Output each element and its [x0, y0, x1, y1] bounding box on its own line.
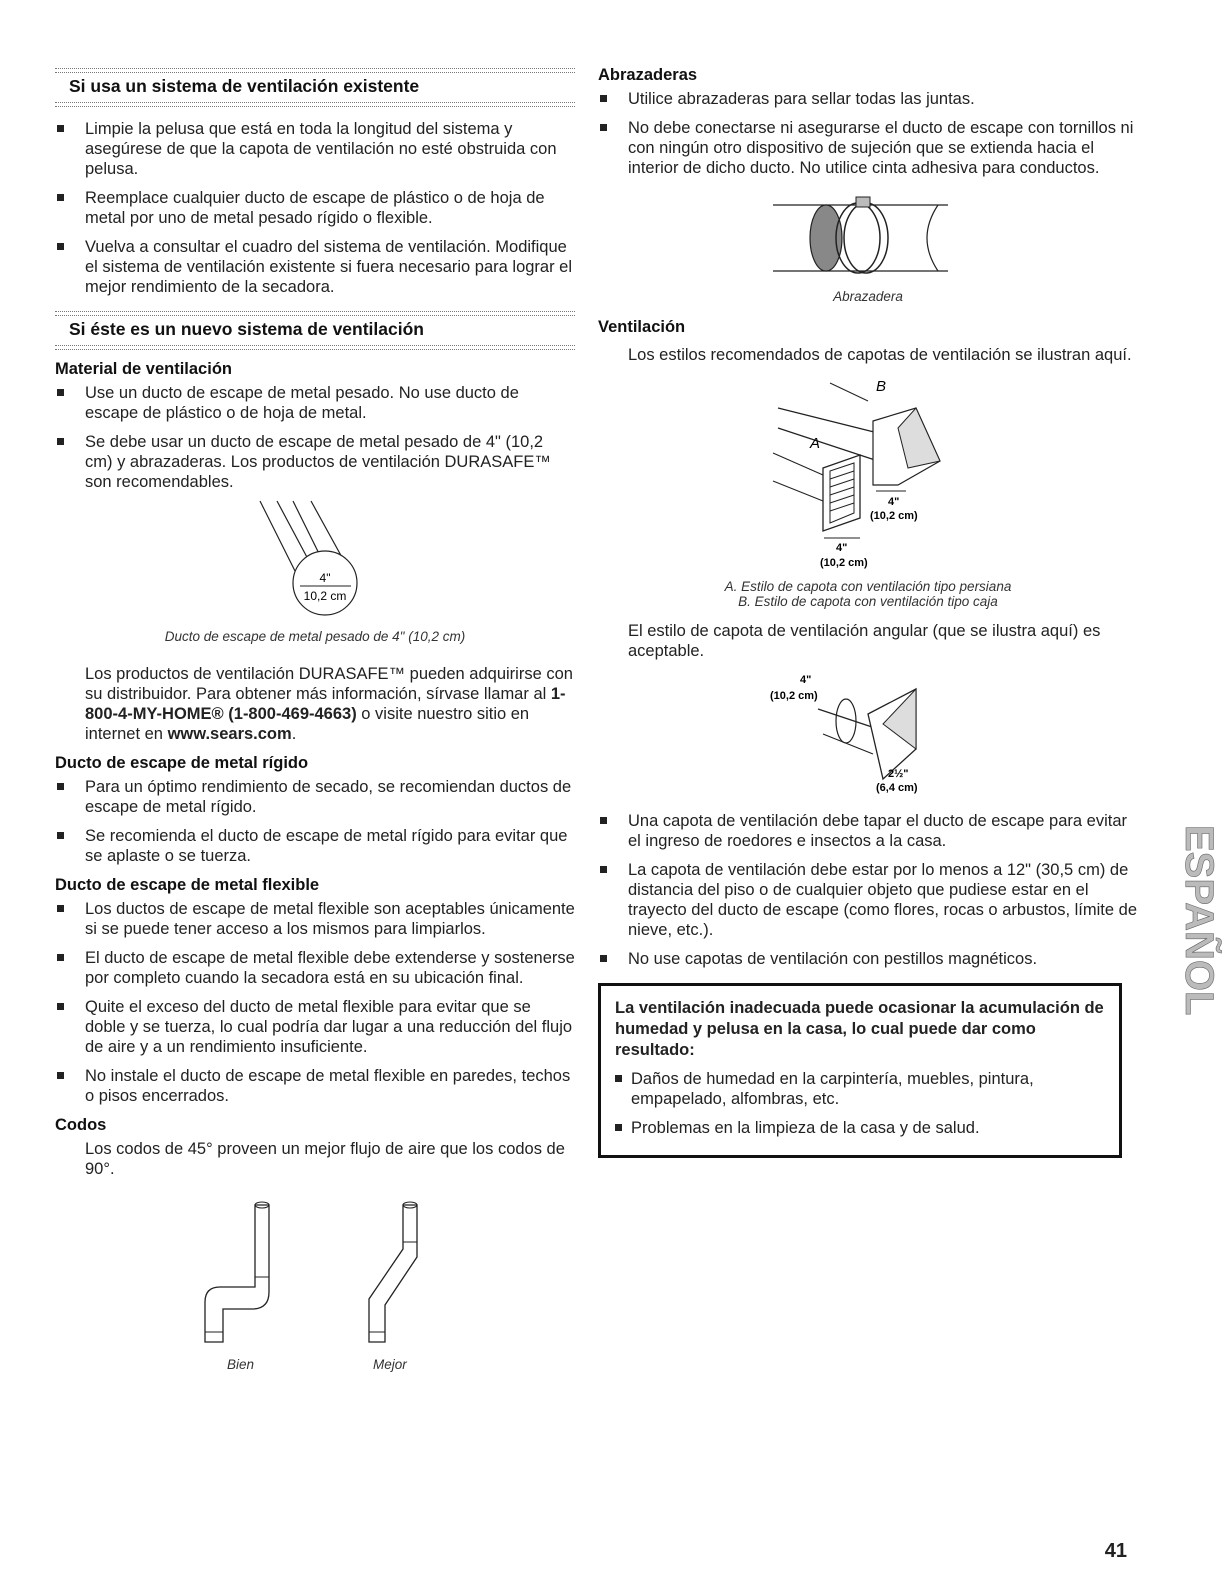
- hood-dim2-cm: (10,2 cm): [820, 557, 868, 569]
- clamp-caption: Abrazadera: [833, 289, 903, 304]
- section-heading-new: Si éste es un nuevo sistema de ventilación: [69, 319, 424, 339]
- section-rule: [55, 345, 575, 350]
- side-tab-language: [1148, 815, 1221, 1055]
- angled-illustration: [598, 669, 1138, 799]
- left-column: [55, 60, 575, 1381]
- flex-heading: Ducto de escape de metal flexible: [55, 876, 320, 894]
- durasafe-text: Los productos de ventilación DURASAFE™ pueden adquirirse con su distribuidor. Para obtener más información, sírvase llamar al: [85, 665, 573, 703]
- list-item: Se debe usar un ducto de escape de metal pesado de 4" (10,2 cm) y abrazaderas. Los productos de ventilación DURASAFE™ son recomendables.: [55, 432, 575, 492]
- angled-dim2: 2½": [888, 768, 909, 780]
- durasafe-text-2: o visite nuestro sitio en internet en: [85, 705, 530, 743]
- right-column: [598, 66, 1138, 1158]
- page-number: 41: [1104, 1540, 1127, 1562]
- hood-label-a: A: [810, 435, 821, 452]
- durasafe-text-3: .: [291, 725, 297, 743]
- list-item: Daños de humedad en la carpintería, muebles, pintura, empapelado, alfombras, etc.: [615, 1069, 1105, 1109]
- angled-text: El estilo de capota de ventilación angular (que se ilustra aquí) es aceptable.: [628, 622, 1101, 660]
- hood-caption-b: B. Estilo de capota con ventilación tipo caja: [738, 594, 998, 609]
- side-tab-text: ESPAÑOL: [1177, 825, 1221, 1016]
- list-item: Use un ducto de escape de metal pesado. No use ducto de escape de plástico o de hoja de metal.: [55, 383, 575, 423]
- elbows-figure: [55, 1187, 575, 1357]
- elbows-captions: [55, 1357, 575, 1381]
- durasafe-paragraph: [85, 664, 575, 744]
- vent-heading: Ventilación: [598, 318, 686, 336]
- duct-dim-inches: 4": [319, 571, 331, 585]
- list-item: Limpie la pelusa que está en toda la longitud del sistema y asegúrese de que la capota de ventilación no esté obstruida con pelusa.: [55, 119, 575, 179]
- angled-dim1-cm: (10,2 cm): [770, 690, 818, 702]
- angled-figure: [598, 669, 1138, 799]
- list-item: La capota de ventilación debe estar por lo menos a 12" (30,5 cm) de distancia del piso o de cualquier objeto que pudiese estar en el trayecto del ducto de escape (como flores, rocas o arbustos, límite de nieve, etc.).: [598, 860, 1138, 940]
- clamps-list: [598, 89, 1138, 178]
- vent-text: Los estilos recomendados de capotas de ventilación se ilustran aquí.: [628, 346, 1132, 364]
- hood-caption-a: A. Estilo de capota con ventilación tipo persiana: [724, 579, 1012, 594]
- angled-dim2-cm: (6,4 cm): [876, 782, 918, 794]
- list-item: No use capotas de ventilación con pestillos magnéticos.: [598, 949, 1138, 969]
- website-link[interactable]: www.sears.com: [167, 725, 292, 743]
- list-item: Una capota de ventilación debe tapar el ducto de escape para evitar el ingreso de roedores e insectos a la casa.: [598, 811, 1138, 851]
- elbow-better-caption: Mejor: [373, 1357, 407, 1372]
- hood-dim1: 4": [888, 496, 900, 508]
- hood-dim1-cm: (10,2 cm): [870, 510, 918, 522]
- list-item: Vuelva a consultar el cuadro del sistema de ventilación. Modifique el sistema de ventilación existente si fuera necesario para lograr el mejor rendimiento de la secadora.: [55, 237, 575, 297]
- codos-text: Los codos de 45° proveen un mejor flujo de aire que los codos de 90°.: [85, 1140, 565, 1178]
- list-item: Problemas en la limpieza de la casa y de salud.: [615, 1118, 1105, 1138]
- warning-box: [598, 983, 1122, 1158]
- duct-dim-cm: 10,2 cm: [303, 589, 347, 603]
- list-item: Utilice abrazaderas para sellar todas las juntas.: [598, 89, 1138, 109]
- hood-dim2: 4": [836, 542, 848, 554]
- list-item: Los ductos de escape de metal flexible son aceptables únicamente si se puede tener acceso a los mismos para limpiarlos.: [55, 899, 575, 939]
- hood-list: [598, 811, 1138, 969]
- hoods-figure: [598, 373, 1138, 569]
- material-heading: Material de ventilación: [55, 360, 232, 378]
- existing-list: [55, 119, 575, 297]
- list-item: El ducto de escape de metal flexible debe extenderse y sostenerse por completo cuando la secadora está en su ubicación final.: [55, 948, 575, 988]
- rigid-list: [55, 777, 575, 866]
- list-item: No instale el ducto de escape de metal flexible en paredes, techos o pisos encerrados.: [55, 1066, 575, 1106]
- hoods-illustration: [598, 373, 1138, 569]
- clamps-heading: Abrazaderas: [598, 66, 698, 84]
- codos-heading: Codos: [55, 1116, 107, 1134]
- flex-list: [55, 899, 575, 1106]
- list-item: Para un óptimo rendimiento de secado, se recomiendan ductos de escape de metal rígido.: [55, 777, 575, 817]
- warning-title: La ventilación inadecuada puede ocasionar la acumulación de humedad y pelusa en la casa, lo cual puede dar como resultado:: [615, 999, 1104, 1059]
- material-list: [55, 383, 575, 492]
- section-heading-existing: Si usa un sistema de ventilación existente: [69, 76, 420, 96]
- angled-dim1: 4": [800, 674, 812, 686]
- duct-figure: [55, 501, 575, 621]
- phone-number: 1-800-4-MY-HOME® (1-800-469-4663): [85, 685, 566, 723]
- clamp-illustration: [598, 187, 1138, 283]
- hood-label-b: B: [876, 378, 887, 395]
- list-item: Se recomienda el ducto de escape de metal rígido para evitar que se aplaste o se tuerza.: [55, 826, 575, 866]
- list-item: Quite el exceso del ducto de metal flexible para evitar que se doble y se tuerza, lo cual podría dar lugar a una reducción del flujo de aire y a un rendimiento insuficiente.: [55, 997, 575, 1057]
- elbows-illustration: [55, 1187, 575, 1357]
- duct-illustration: [55, 501, 575, 621]
- list-item: No debe conectarse ni asegurarse el ducto de escape con tornillos ni con ningún otro dispositivo de sujeción que se extienda hacia el interior de dicho ducto. No utilice cinta adhesiva para conductos.: [598, 118, 1138, 178]
- list-item: Reemplace cualquier ducto de escape de plástico o de hoja de metal por uno de metal pesado rígido o flexible.: [55, 188, 575, 228]
- clamp-figure: [598, 187, 1138, 283]
- rigid-heading: Ducto de escape de metal rígido: [55, 754, 309, 772]
- warning-list: [615, 1069, 1105, 1138]
- duct-caption: Ducto de escape de metal pesado de 4" (10,2 cm): [164, 629, 466, 644]
- elbow-good-caption: Bien: [227, 1357, 255, 1372]
- section-rule: [55, 102, 575, 107]
